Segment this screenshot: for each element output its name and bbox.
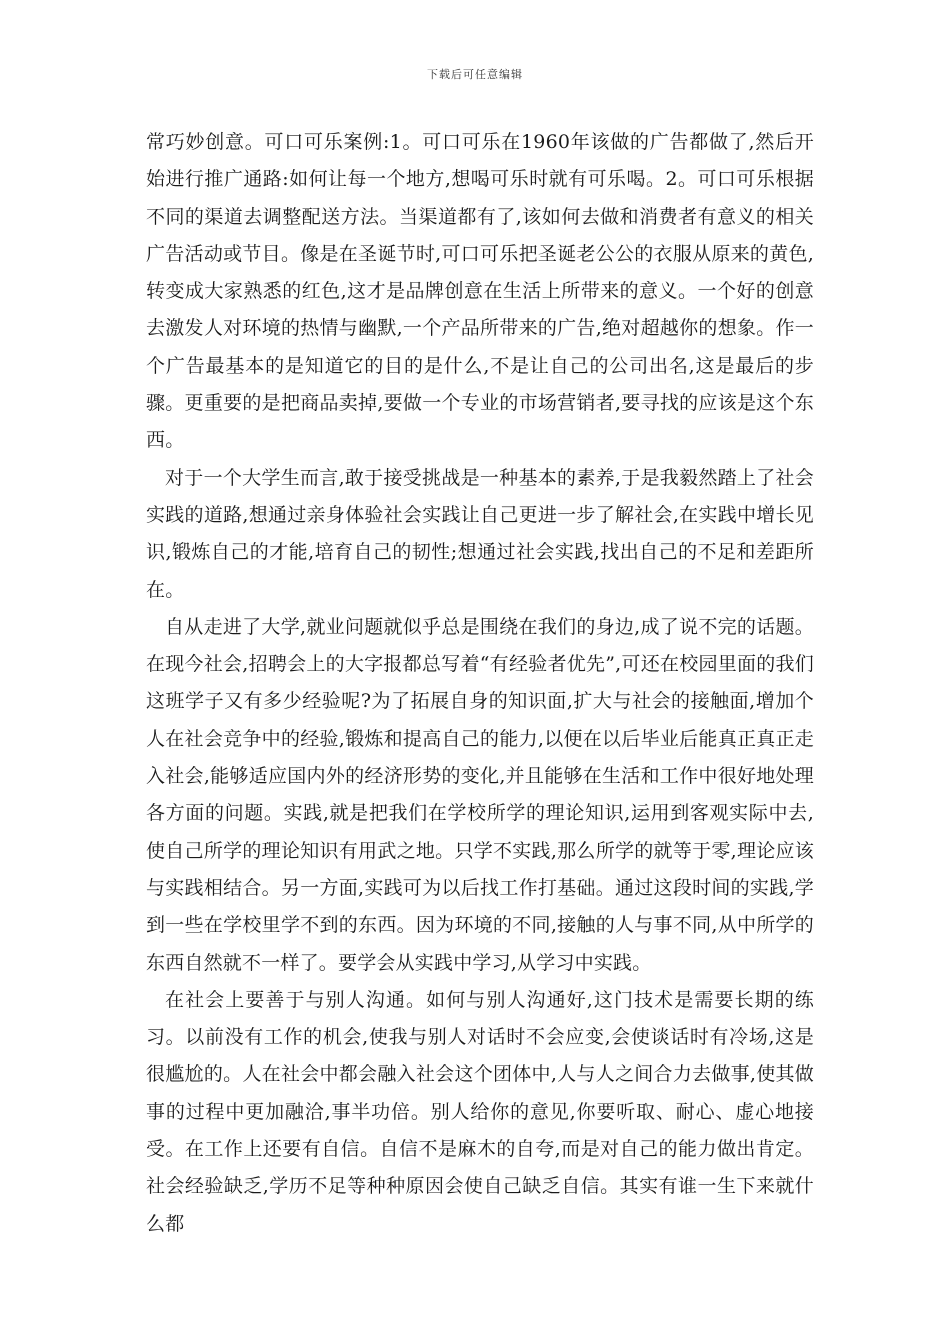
paragraph: 常巧妙创意。可口可乐案例:1。可口可乐在1960年该做的广告都做了,然后开始进行推广通路:如何让每一个地方,想喝可乐时就有可乐喝。2。可口可乐根据不同的渠道去调整配送方法。当渠道都有了,该如何去做和消费者有意义的相关广告活动或节目。像是在圣诞节时,可口可乐把圣诞老公公的衣服从原来的黄色,转变成大家熟悉的红色,这才是品牌创意在生活上所带来的意义。一个好的创意去激发人对环境的热情与幽默,一个产品所带来的广告,绝对超越你的想象。作一个广告最基本的是知道它的目的是什么,不是让自己的公司出名,这是最后的步骤。更重要的是把商品卖掉,要做一个专业的市场营销者,要寻找的应该是这个东西。 [146,131,814,452]
paragraph: 对于一个大学生而言,敢于接受挑战是一种基本的素养,于是我毅然踏上了社会实践的道路,想通过亲身体验社会实践让自己更进一步了解社会,在实践中增长见识,锻炼自己的才能,培育自己的韧性;想通过社会实践,找出自己的不足和差距所在。 [146,466,814,601]
page-header: 下载后可任意编辑 [427,68,523,81]
paragraph: 自从走进了大学,就业问题就似乎总是围绕在我们的身边,成了说不完的话题。在现今社会,招聘会上的大字报都总写着“有经验者优先”,可还在校园里面的我们这班学子又有多少经验呢?为了拓展自身的知识面,扩大与社会的接触面,增加个人在社会竞争中的经验,锻炼和提高自己的能力,以便在以后毕业后能真正真正走入社会,能够适应国内外的经济形势的变化,并且能够在生活和工作中很好地处理各方面的问题。实践,就是把我们在学校所学的理论知识,运用到客观实际中去,使自己所学的理论知识有用武之地。只学不实践,那么所学的就等于零,理论应该与实践相结合。另一方面,实践可为以后找工作打基础。通过这段时间的实践,学到一些在学校里学不到的东西。因为环境的不同,接触的人与事不同,从中所学的东西自然就不一样了。要学会从实践中学习,从学习中实践。 [146,615,814,974]
document-body [146,124,814,1243]
paragraph: 在社会上要善于与别人沟通。如何与别人沟通好,这门技术是需要长期的练习。以前没有工作的机会,使我与别人对话时不会应变,会使谈话时有冷场,这是很尴尬的。人在社会中都会融入社会这个团体中,人与人之间合力去做事,使其做事的过程中更加融洽,事半功倍。别人给你的意见,你要听取、耐心、虚心地接受。在工作上还要有自信。自信不是麻木的自夸,而是对自己的能力做出肯定。社会经验缺乏,学历不足等种种原因会使自己缺乏自信。其实有谁一生下来就什么都 [146,988,814,1235]
